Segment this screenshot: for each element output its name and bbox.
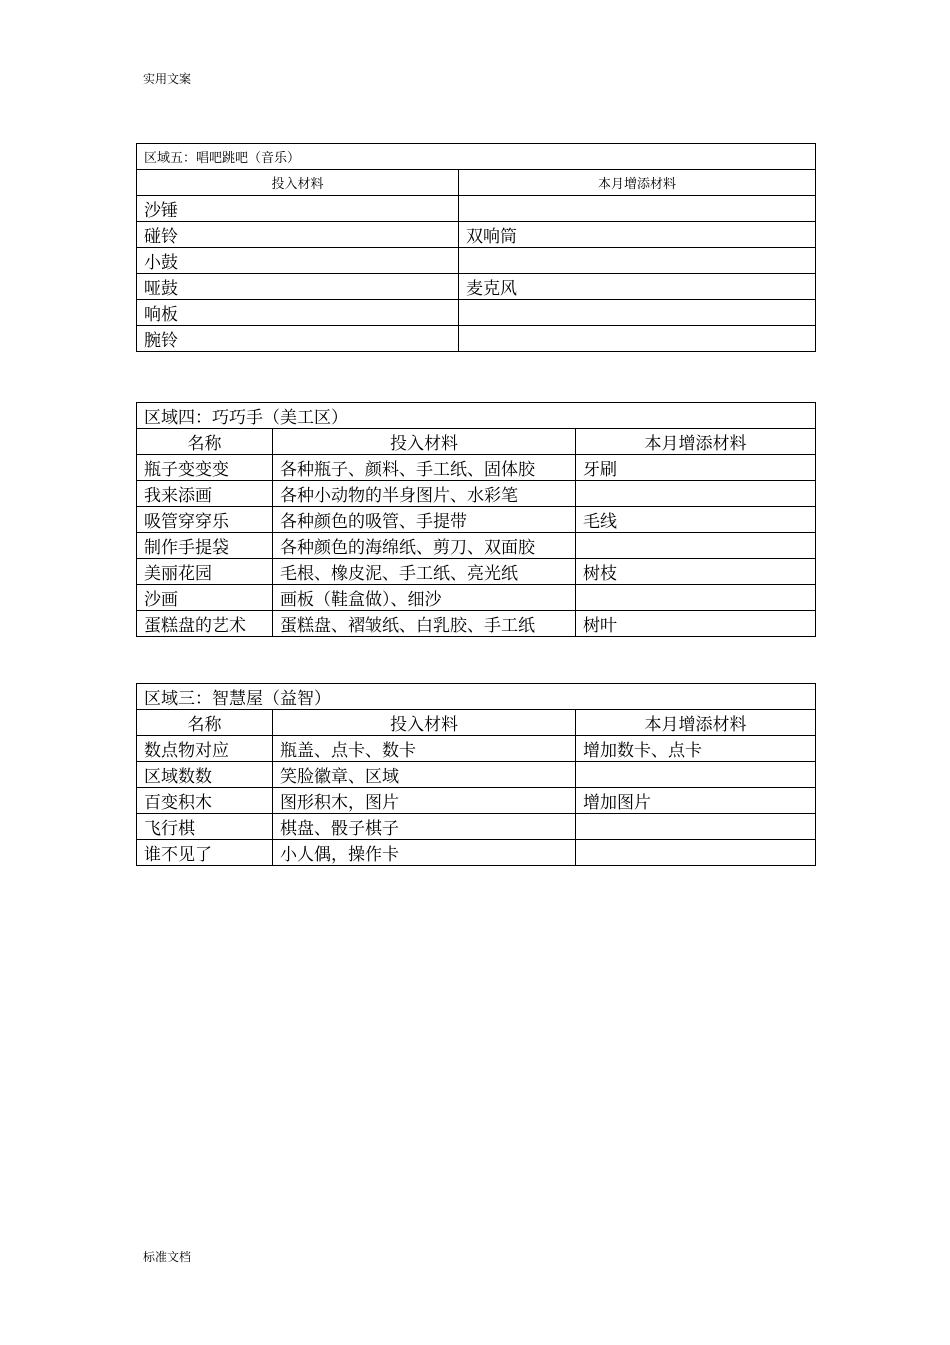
- material-cell: 笑脸徽章、区域: [273, 762, 576, 788]
- added-cell: [459, 325, 816, 351]
- material-cell: 各种小动物的半身图片、水彩笔: [273, 481, 576, 507]
- zone3-header-name: 名称: [137, 710, 273, 736]
- table-row: [137, 221, 816, 247]
- material-cell: 瓶盖、点卡、数卡: [273, 736, 576, 762]
- material-cell: 沙锤: [137, 195, 459, 221]
- zone3-header-added: 本月增添材料: [576, 710, 816, 736]
- name-cell: 制作手提袋: [137, 533, 273, 559]
- added-cell: [459, 195, 816, 221]
- table-row: [137, 762, 816, 788]
- added-cell: [576, 814, 816, 840]
- name-cell: 吸管穿穿乐: [137, 507, 273, 533]
- zone3-title: 区域三：智慧屋（益智）: [137, 684, 816, 710]
- table-row: [137, 195, 816, 221]
- zone5-header-added: 本月增添材料: [459, 170, 816, 196]
- added-cell: 双响筒: [459, 221, 816, 247]
- material-cell: 各种瓶子、颜料、手工纸、固体胶: [273, 455, 576, 481]
- table-row: [137, 507, 816, 533]
- added-cell: 树叶: [576, 611, 816, 637]
- table-row: [137, 559, 816, 585]
- table-row: [137, 247, 816, 273]
- material-cell: 棋盘、骰子棋子: [273, 814, 576, 840]
- zone3-header-materials: 投入材料: [273, 710, 576, 736]
- name-cell: 数点物对应: [137, 736, 273, 762]
- material-cell: 各种颜色的海绵纸、剪刀、双面胶: [273, 533, 576, 559]
- table-row: [137, 840, 816, 866]
- material-cell: 小人偶，操作卡: [273, 840, 576, 866]
- added-cell: [576, 585, 816, 611]
- name-cell: 百变积木: [137, 788, 273, 814]
- material-cell: 小鼓: [137, 247, 459, 273]
- name-cell: 飞行棋: [137, 814, 273, 840]
- name-cell: 美丽花园: [137, 559, 273, 585]
- table-row: [137, 533, 816, 559]
- zone5-title: 区域五：唱吧跳吧（音乐）: [137, 144, 816, 170]
- added-cell: 增加数卡、点卡: [576, 736, 816, 762]
- added-cell: 增加图片: [576, 788, 816, 814]
- added-cell: 树枝: [576, 559, 816, 585]
- name-cell: 区域数数: [137, 762, 273, 788]
- zone5-header-materials: 投入材料: [137, 170, 459, 196]
- added-cell: 毛线: [576, 507, 816, 533]
- material-cell: 蛋糕盘、褶皱纸、白乳胶、手工纸: [273, 611, 576, 637]
- added-cell: [459, 247, 816, 273]
- zone5-table: [136, 143, 816, 352]
- table-row: [137, 273, 816, 299]
- table-row: [137, 814, 816, 840]
- table-row: [137, 299, 816, 325]
- material-cell: 响板: [137, 299, 459, 325]
- table-row: [137, 481, 816, 507]
- zone4-table: [136, 402, 816, 637]
- zone4-title: 区域四：巧巧手（美工区）: [137, 403, 816, 429]
- added-cell: [459, 299, 816, 325]
- zone4-header-added: 本月增添材料: [576, 429, 816, 455]
- zone3-table: [136, 683, 816, 866]
- table-row: [137, 455, 816, 481]
- table-row: [137, 611, 816, 637]
- name-cell: 我来添画: [137, 481, 273, 507]
- material-cell: 碰铃: [137, 221, 459, 247]
- zone4-header-name: 名称: [137, 429, 273, 455]
- table-row: [137, 788, 816, 814]
- table-row: [137, 736, 816, 762]
- added-cell: 牙刷: [576, 455, 816, 481]
- material-cell: 毛根、橡皮泥、手工纸、亮光纸: [273, 559, 576, 585]
- page-footer: 标准文档: [143, 1250, 192, 1264]
- added-cell: [576, 840, 816, 866]
- name-cell: 谁不见了: [137, 840, 273, 866]
- table-row: [137, 325, 816, 351]
- added-cell: [576, 533, 816, 559]
- material-cell: 画板（鞋盒做）、细沙: [273, 585, 576, 611]
- name-cell: 蛋糕盘的艺术: [137, 611, 273, 637]
- material-cell: 图形积木，图片: [273, 788, 576, 814]
- added-cell: 麦克风: [459, 273, 816, 299]
- material-cell: 腕铃: [137, 325, 459, 351]
- added-cell: [576, 762, 816, 788]
- material-cell: 各种颜色的吸管、手提带: [273, 507, 576, 533]
- name-cell: 沙画: [137, 585, 273, 611]
- added-cell: [576, 481, 816, 507]
- zone4-header-materials: 投入材料: [273, 429, 576, 455]
- table-row: [137, 585, 816, 611]
- page-header: 实用文案: [143, 72, 192, 86]
- name-cell: 瓶子变变变: [137, 455, 273, 481]
- material-cell: 哑鼓: [137, 273, 459, 299]
